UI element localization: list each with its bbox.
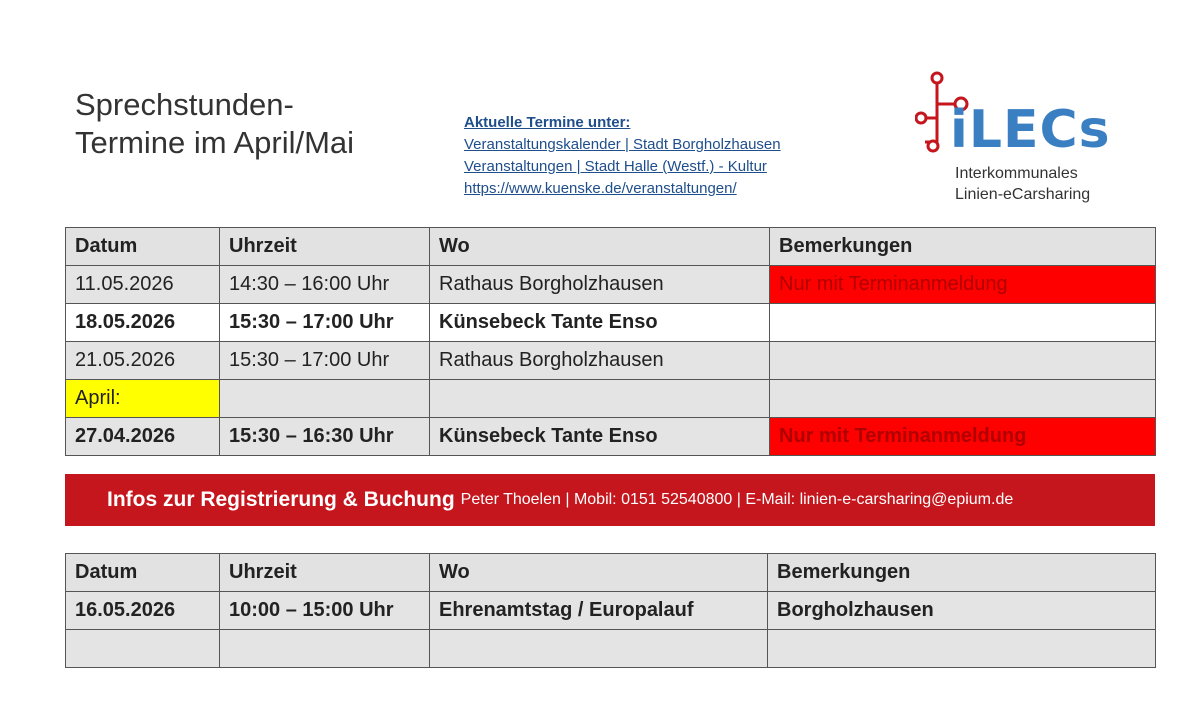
cell-wo: Ehrenamtstag / Europalauf — [430, 592, 768, 630]
header-bemerkungen: Bemerkungen — [768, 554, 1156, 592]
cell-uhrzeit: 14:30 – 16:00 Uhr — [220, 266, 430, 304]
table-row — [66, 592, 1156, 630]
cell-uhrzeit: 10:00 – 15:00 Uhr — [220, 592, 430, 630]
cell-uhrzeit: 15:30 – 16:30 Uhr — [220, 418, 430, 456]
title-line-2: Termine im April/Mai — [75, 125, 355, 160]
links-block — [464, 112, 781, 200]
table-header-row — [66, 228, 1156, 266]
cell-bemerkungen: Borgholzhausen — [768, 592, 1156, 630]
header-bemerkungen: Bemerkungen — [770, 228, 1156, 266]
cell-uhrzeit: 15:30 – 17:00 Uhr — [220, 342, 430, 380]
table-row — [66, 342, 1156, 380]
link-halle[interactable]: Veranstaltungen | Stadt Halle (Westf.) - Kultur — [464, 158, 767, 175]
cell-bemerkungen — [770, 304, 1156, 342]
logo-subtitle — [955, 163, 1090, 205]
logo-subtitle-line-1: Interkommunales — [955, 165, 1078, 182]
table-row — [66, 630, 1156, 668]
cell-bemerkungen: Nur mit Terminanmeldung — [770, 418, 1156, 456]
cell-datum: 16.05.2026 — [66, 592, 220, 630]
cell-datum: 21.05.2026 — [66, 342, 220, 380]
banner-title: Infos zur Registrierung & Buchung — [107, 488, 455, 511]
cell-wo — [430, 630, 768, 668]
title-line-1: Sprechstunden- — [75, 87, 294, 122]
header-uhrzeit: Uhrzeit — [220, 554, 430, 592]
cell-datum — [66, 630, 220, 668]
link-borgholzhausen[interactable]: Veranstaltungskalender | Stadt Borgholzhausen — [464, 136, 781, 153]
cell-wo: Künsebeck Tante Enso — [430, 304, 770, 342]
cell-uhrzeit: 15:30 – 17:00 Uhr — [220, 304, 430, 342]
cell-datum: April: — [66, 380, 220, 418]
page-title — [75, 86, 354, 162]
header-wo: Wo — [430, 554, 768, 592]
cell-datum: 27.04.2026 — [66, 418, 220, 456]
cell-uhrzeit — [220, 380, 430, 418]
cell-bemerkungen — [770, 342, 1156, 380]
registration-banner — [65, 474, 1155, 526]
header-datum: Datum — [66, 228, 220, 266]
cell-bemerkungen: Nur mit Terminanmeldung — [770, 266, 1156, 304]
cell-bemerkungen — [770, 380, 1156, 418]
table-row — [66, 380, 1156, 418]
cell-datum: 18.05.2026 — [66, 304, 220, 342]
table-row — [66, 304, 1156, 342]
appointments-table — [65, 227, 1156, 456]
header-wo: Wo — [430, 228, 770, 266]
cell-wo: Künsebeck Tante Enso — [430, 418, 770, 456]
header-datum: Datum — [66, 554, 220, 592]
header-uhrzeit: Uhrzeit — [220, 228, 430, 266]
cell-uhrzeit — [220, 630, 430, 668]
cell-wo — [430, 380, 770, 418]
link-kuenske[interactable]: https://www.kuenske.de/veranstaltungen/ — [464, 180, 737, 197]
logo-subtitle-line-2: Linien-eCarsharing — [955, 186, 1091, 203]
logo-wordmark: iLECs — [950, 100, 1111, 160]
cell-datum: 11.05.2026 — [66, 266, 220, 304]
table-row — [66, 418, 1156, 456]
events-table — [65, 553, 1156, 668]
links-heading: Aktuelle Termine unter: — [464, 114, 631, 131]
cell-wo: Rathaus Borgholzhausen — [430, 342, 770, 380]
table-row — [66, 266, 1156, 304]
banner-contact: Peter Thoelen | Mobil: 0151 52540800 | E-Mail: linien-e-carsharing@epium.de — [460, 491, 1014, 508]
table-header-row — [66, 554, 1156, 592]
cell-wo: Rathaus Borgholzhausen — [430, 266, 770, 304]
cell-bemerkungen — [768, 630, 1156, 668]
